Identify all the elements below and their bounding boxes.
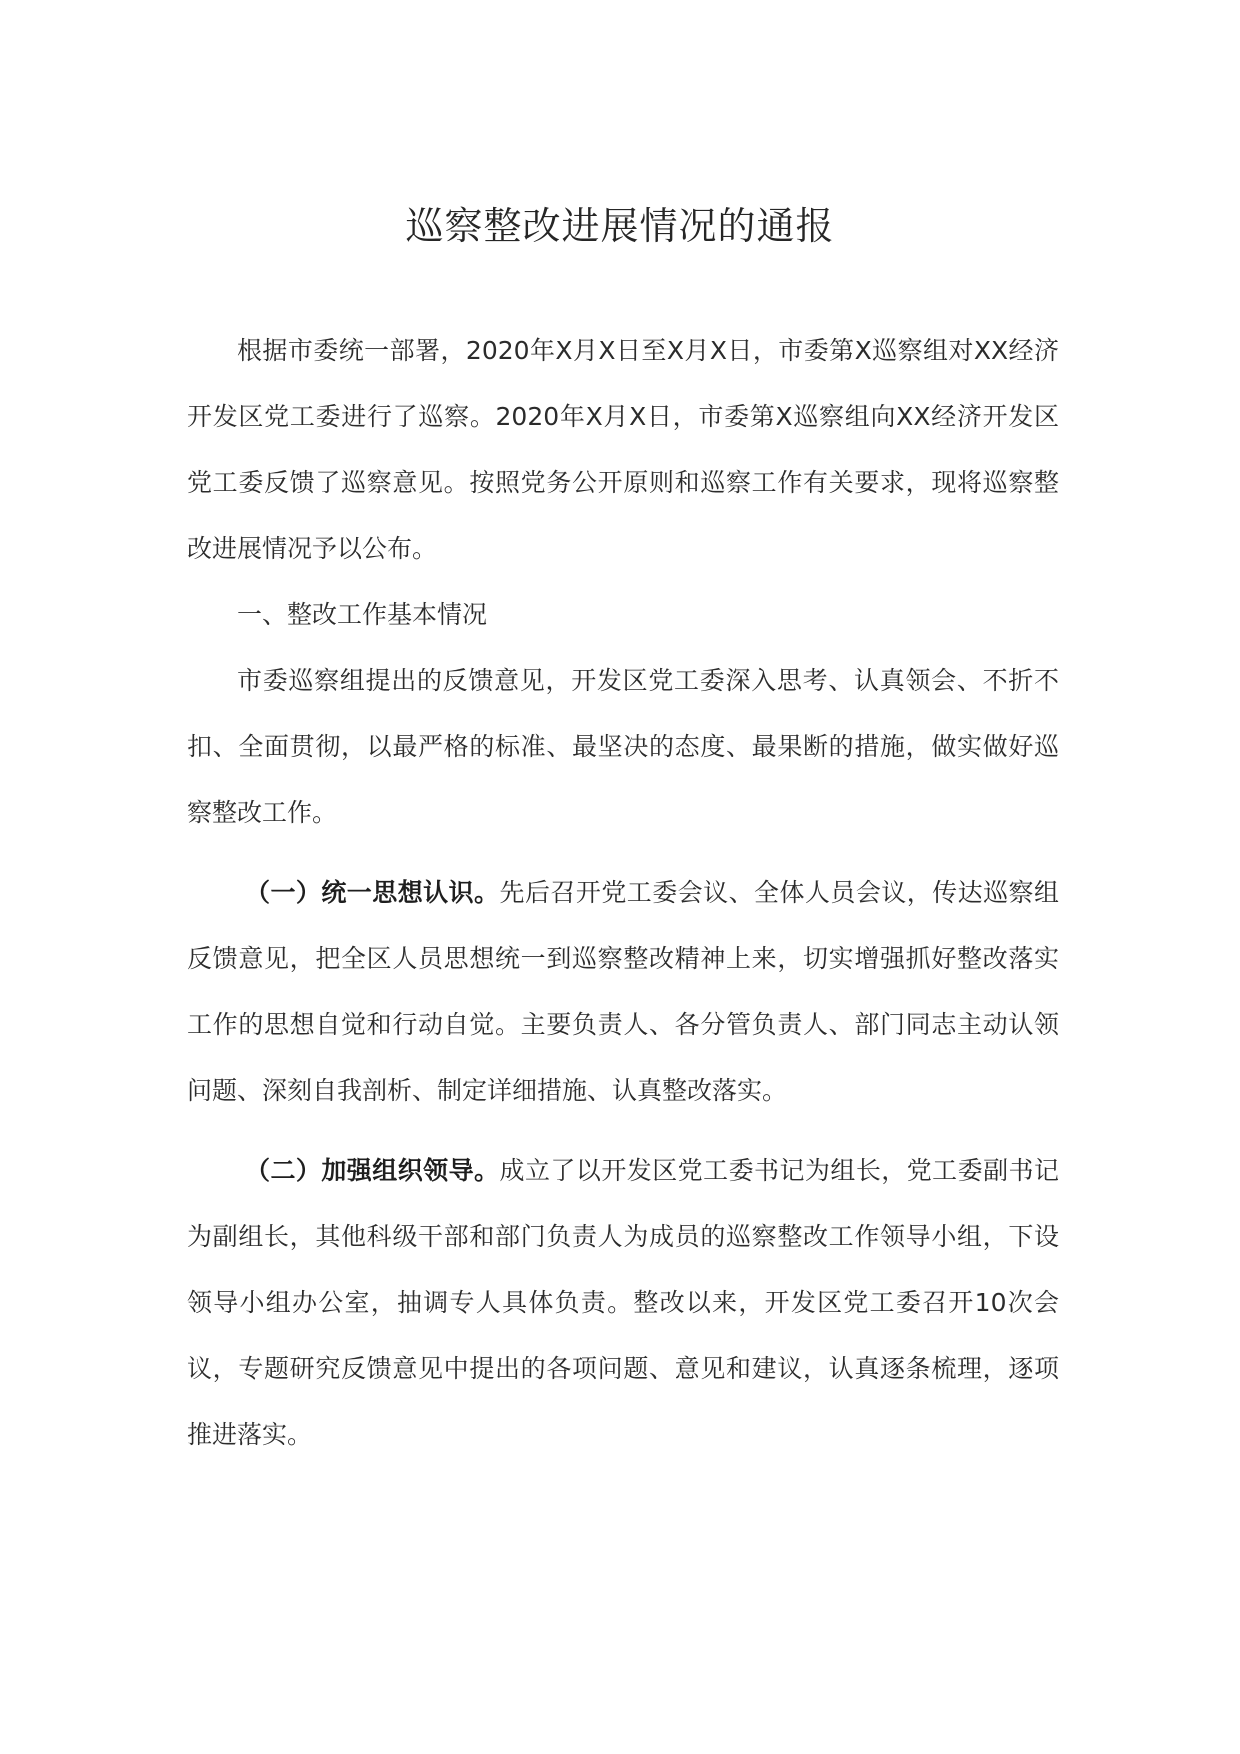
item-body-2: 成立了以开发区党工委书记为组长，党工委副书记为副组长，其他科级干部和部门负责人为成员的巡察整改工作领导小组，下设领导小组办公室，抽调专人具体负责。整改以来，开发区党工委召开10次会议，专题研究反馈意见中提出的各项问题、意见和建议，认真逐条梳理，逐项推进落实。 xyxy=(187,1156,1059,1449)
paragraph-spacer xyxy=(187,846,1059,860)
document-title: 巡察整改进展情况的通报 xyxy=(405,204,835,248)
document-body xyxy=(187,318,1059,1468)
item-lead-2: （二）加强组织领导。 xyxy=(245,1156,500,1185)
item-paragraph-2 xyxy=(187,1138,1059,1468)
section-heading: 一、整改工作基本情况 xyxy=(237,600,488,629)
item-body-1: 先后召开党工委会议、全体人员会议，传达巡察组反馈意见，把全区人员思想统一到巡察整改精神上来，切实增强抓好整改落实工作的思想自觉和行动自觉。主要负责人、各分管负责人、部门同志主动认领问题、深刻自我剖析、制定详细措施、认真整改落实。 xyxy=(187,878,1059,1105)
item-paragraph-1 xyxy=(187,860,1059,1124)
section-paragraph: 市委巡察组提出的反馈意见，开发区党工委深入思考、认真领会、不折不扣、全面贯彻，以最严格的标准、最坚决的态度、最果断的措施，做实做好巡察整改工作。 xyxy=(187,666,1059,827)
item-lead-1: （一）统一思想认识。 xyxy=(245,878,500,907)
paragraph-spacer xyxy=(187,1124,1059,1138)
intro-paragraph: 根据市委统一部署，2020年X月X日至X月X日，市委第X巡察组对XX经济开发区党工委进行了巡察。2020年X月X日，市委第X巡察组向XX经济开发区党工委反馈了巡察意见。按照党务公开原则和巡察工作有关要求，现将巡察整改进展情况予以公布。 xyxy=(187,336,1059,563)
